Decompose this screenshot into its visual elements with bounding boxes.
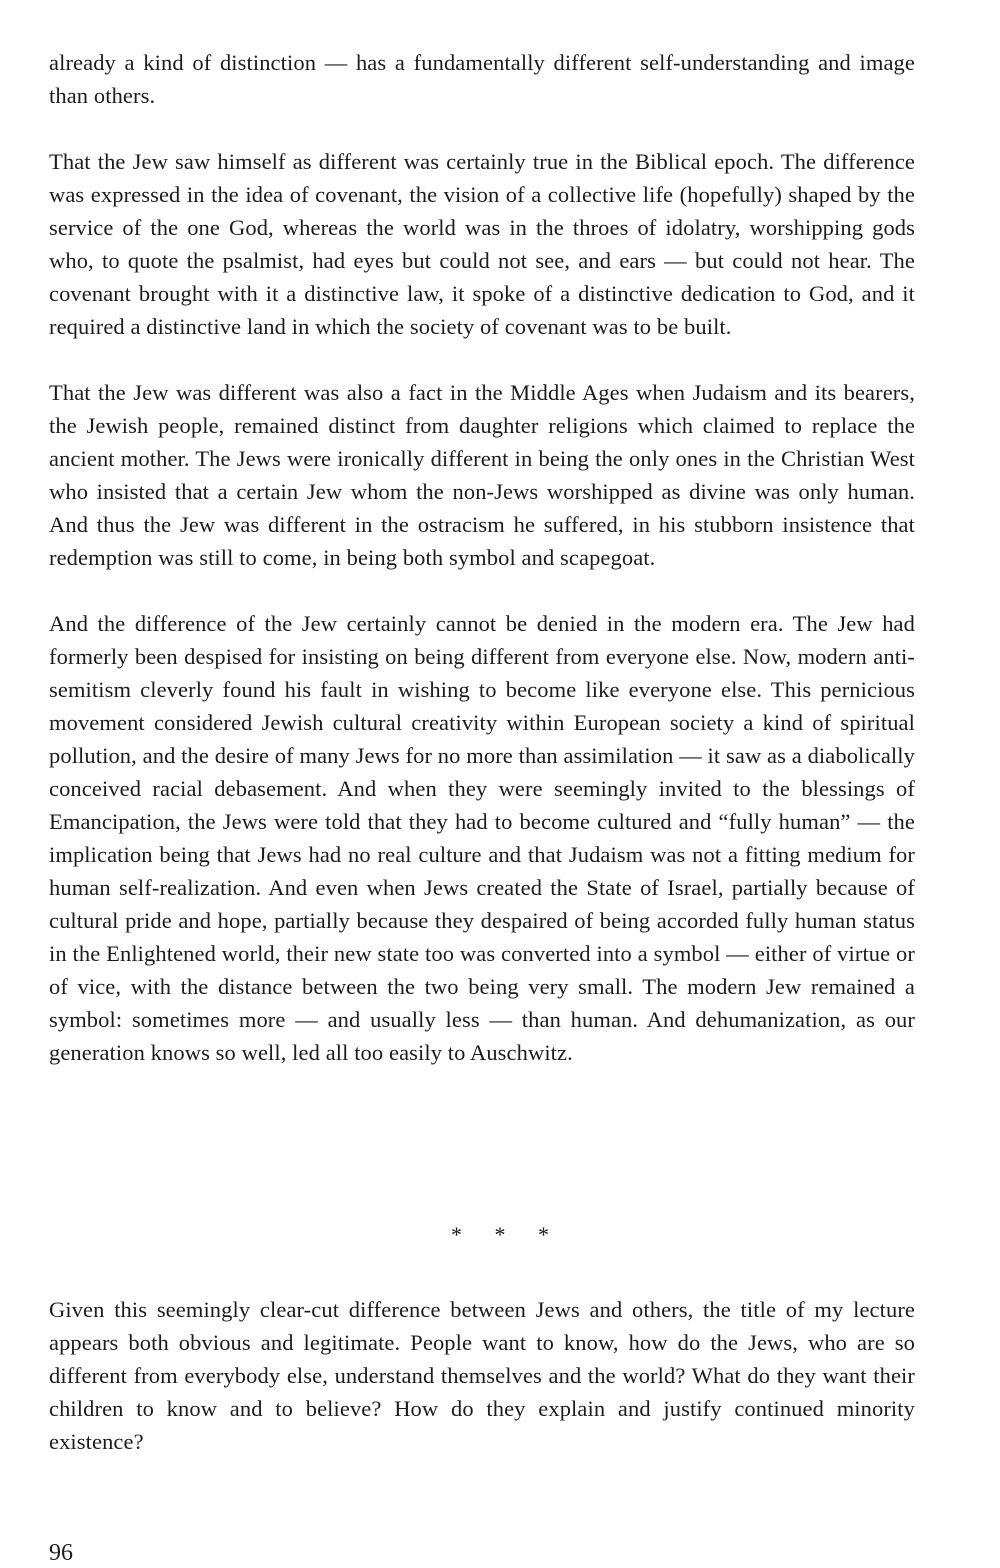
closing-section [49, 1293, 915, 1458]
closing-paragraph: Given this seemingly clear-cut difference between Jews and others, the title of my lecture appears both obvious and legitimate. People want to know, how do the Jews, who are so different from everybody else, understand themselves and the world? What do they want their children to know and to believe? How do they explain and justify continued minority existence? [49, 1297, 915, 1454]
section-separator [0, 1222, 1000, 1248]
separator-asterisk: * [494, 1222, 506, 1247]
paragraph-1: already a kind of distinction — has a fundamentally different self-understanding and image than others. [49, 50, 915, 108]
paragraph-4: And the difference of the Jew certainly cannot be denied in the modern era. The Jew had formerly been despised for insisting on being different from everyone else. Now, modern anti-semitism cleverly found his fault in wishing to become like everyone else. This pernicious movement considered Jewish cultural creativity within European society a kind of spiritual pollution, and the desire of many Jews for no more than assimilation — it saw as a diabolically conceived racial debasement. And when they were seemingly invited to the blessings of Emancipation, the Jews were told that they had to become cultured and “fully human” — the implication being that Jews had no real culture and that Judaism was not a fitting medium for human self-realization. And even when Jews created the State of Israel, partially because of cultural pride and hope, partially because they despaired of being accorded fully human status in the Enlightened world, their new state too was converted into a symbol — either of virtue or of vice, with the distance between the two being very small. The modern Jew remained a symbol: sometimes more — and usually less — than human. And dehumanization, as our generation knows so well, led all too easily to Auschwitz. [49, 611, 915, 1065]
paragraph-2: That the Jew saw himself as different was certainly true in the Biblical epoch. The difference was expressed in the idea of covenant, the vision of a collective life (hopefully) shaped by the service of the one God, whereas the world was in the throes of idolatry, worshipping gods who, to quote the psalmist, had eyes but could not see, and ears — but could not hear. The covenant brought with it a distinctive law, it spoke of a distinctive dedication to God, and it required a distinctive land in which the society of covenant was to be built. [49, 149, 915, 339]
paragraph-3: That the Jew was different was also a fact in the Middle Ages when Judaism and its bearers, the Jewish people, remained distinct from daughter religions which claimed to replace the ancient mother. The Jews were ironically different in being the only ones in the Christian West who insisted that a certain Jew whom the non-Jews worshipped as divine was only human. And thus the Jew was different in the ostracism he suffered, in his stubborn insistence that redemption was still to come, in being both symbol and scapegoat. [49, 380, 915, 570]
document-body [49, 46, 915, 1069]
page-number: 96 [49, 1540, 73, 1566]
separator-asterisk: * [538, 1222, 549, 1247]
separator-asterisk: * [451, 1222, 462, 1247]
